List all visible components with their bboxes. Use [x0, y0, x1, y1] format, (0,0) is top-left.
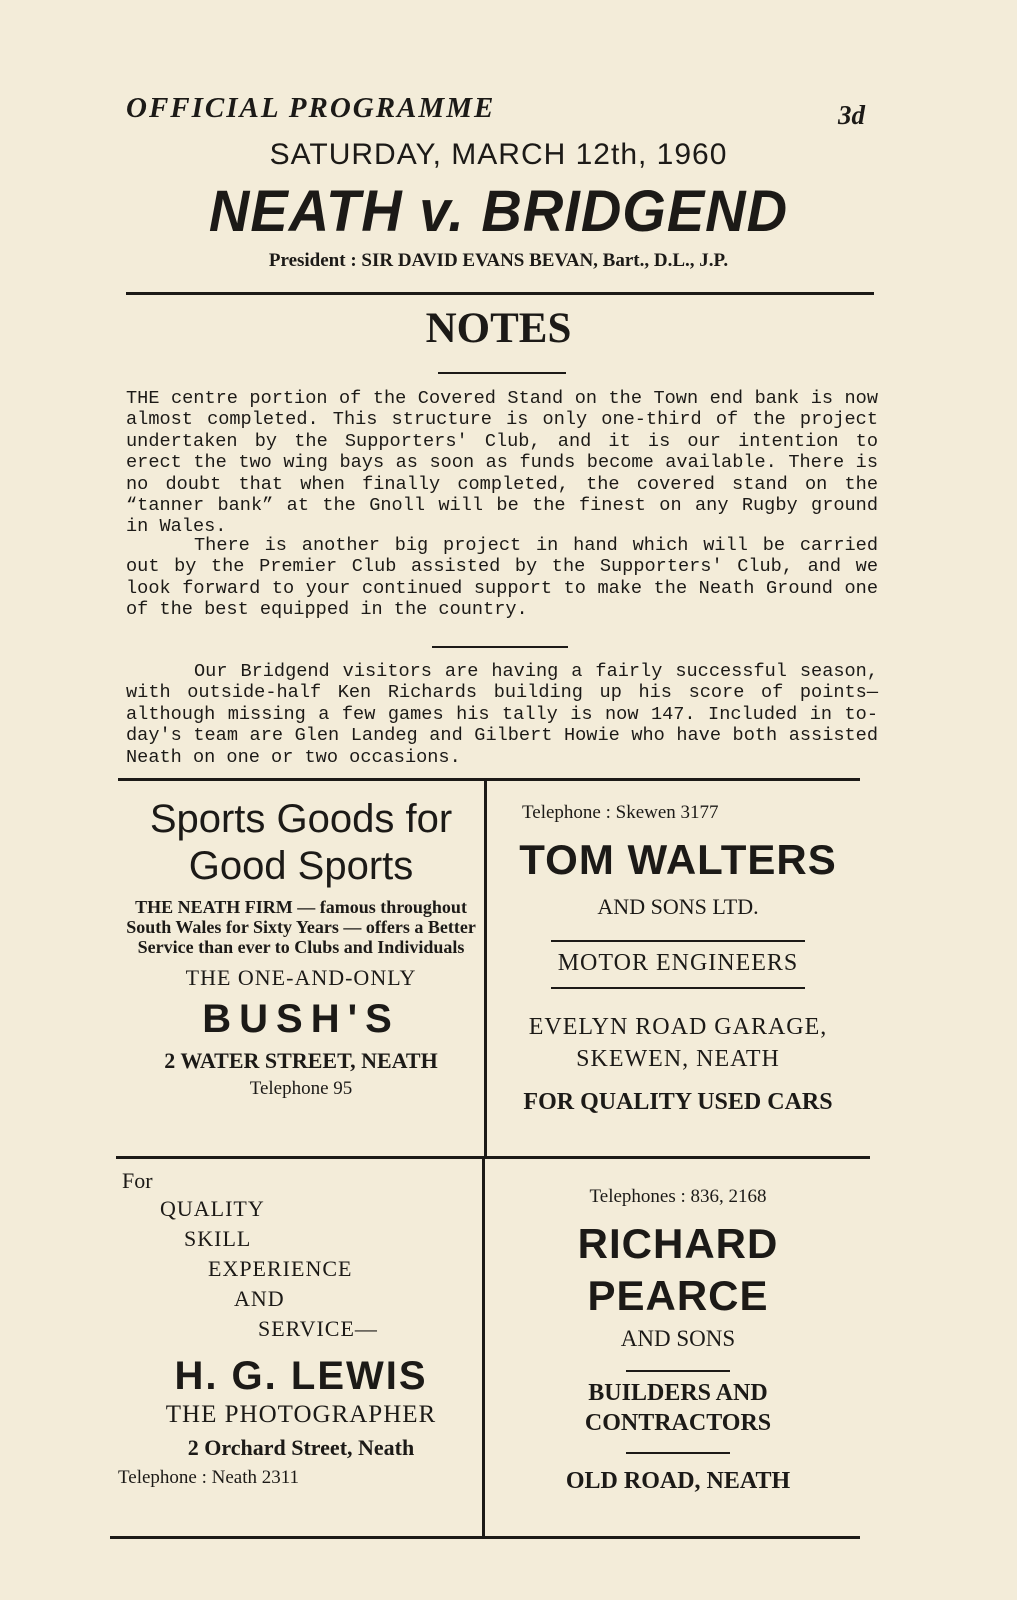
official-programme-heading: OFFICIAL PROGRAMME	[126, 92, 496, 124]
bushs-headline-2: Good Sports	[188, 844, 414, 888]
tom-walters-name: TOM WALTERS	[519, 836, 837, 883]
richard-pearce-rule-2	[626, 1452, 730, 1454]
richard-pearce-advert	[492, 1186, 864, 1495]
notes-heading-text: NOTES	[425, 305, 572, 352]
match-title	[0, 176, 1017, 244]
tom-walters-advert	[492, 802, 864, 1116]
richard-pearce-name-line-1: RICHARD	[577, 1220, 779, 1267]
tom-walters-tagline: FOR QUALITY USED CARS	[523, 1089, 833, 1115]
bushs-name: BUSH'S	[202, 997, 400, 1041]
richard-pearce-name	[492, 1218, 864, 1322]
hg-lewis-telephone: Telephone : Neath 2311	[118, 1467, 300, 1488]
tom-walters-address-line-2: SKEWEN, NEATH	[576, 1046, 780, 1072]
richard-pearce-address: OLD ROAD, NEATH	[565, 1468, 791, 1494]
richard-pearce-trade	[492, 1378, 864, 1438]
bushs-telephone: Telephone 95	[249, 1078, 353, 1099]
hg-lewis-subtitle: THE PHOTOGRAPHER	[165, 1401, 437, 1428]
notes-paragraph-1: THE centre portion of the Covered Stand on the Town end bank is now almost completed. This structure is only one-third of the project undertaken by the Supporters' Club, and it is our intention to erect the two wing bays as soon as funds become available. There is no doubt that when finally completed, the covered stand on the “tanner bank” at the Gnoll will be the finest on any Rugby ground in Wales.	[126, 388, 878, 538]
notes-paragraph-3: Our Bridgend visitors are having a fairly successful season, with outside-half Ken Richards building up his score of points—although missing a few games his tally is now 147. Included in to-day's team are Glen Landeg and Gilbert Howie who have both assisted Neath on one or two occasions.	[126, 661, 878, 768]
hg-lewis-address: 2 Orchard Street, Neath	[187, 1435, 415, 1460]
tom-walters-rule-1	[551, 940, 805, 942]
tom-walters-address	[492, 1011, 864, 1075]
hg-lewis-advert	[116, 1168, 486, 1489]
ads-bottom-rule	[110, 1536, 860, 1539]
notes-separator	[432, 646, 568, 648]
match-date-text: SATURDAY, MARCH 12th, 1960	[269, 138, 728, 171]
richard-pearce-telephone: Telephones : 836, 2168	[589, 1186, 767, 1207]
president-line	[0, 250, 1017, 272]
richard-pearce-trade-line-1: BUILDERS AND	[588, 1380, 768, 1406]
richard-pearce-sons: AND SONS	[620, 1326, 736, 1351]
bushs-one-and-only: THE ONE-AND-ONLY	[185, 965, 417, 990]
tom-walters-telephone: Telephone : Skewen 3177	[522, 802, 719, 823]
price-label: 3d	[838, 100, 865, 130]
tom-walters-rule-2	[551, 987, 805, 989]
header-divider	[126, 292, 874, 295]
richard-pearce-trade-line-2: CONTRACTORS	[584, 1410, 772, 1436]
hg-lewis-word: EXPERIENCE	[208, 1256, 353, 1281]
hg-lewis-for: For	[122, 1168, 153, 1193]
president-text: President : SIR DAVID EVANS BEVAN, Bart., D.L., J.P.	[268, 250, 729, 271]
bushs-address: 2 WATER STREET, NEATH	[164, 1048, 438, 1073]
bushs-description: THE NEATH FIRM — famous throughout South Wales for Sixty Years — offers a Better Service than ever to Clubs and Individuals	[126, 897, 476, 957]
richard-pearce-name-line-2: PEARCE	[587, 1272, 769, 1319]
hg-lewis-word: SKILL	[184, 1226, 252, 1251]
hg-lewis-word: QUALITY	[160, 1196, 265, 1221]
ads-middle-rule	[116, 1156, 870, 1159]
notes-heading	[0, 304, 1017, 353]
hg-lewis-word: SERVICE—	[258, 1316, 378, 1341]
tom-walters-sons: AND SONS LTD.	[597, 894, 759, 919]
notes-paragraph-2: There is another big project in hand which will be carried out by the Premier Club assisted by the Supporters' Club, and we look forward to your continued support to make the Neath Ground one of the best equipped in the country.	[126, 535, 878, 621]
match-title-text: NEATH v. BRIDGEND	[208, 177, 789, 244]
match-date	[0, 138, 1017, 172]
notes-underline	[438, 372, 566, 374]
bushs-advert	[116, 795, 486, 1100]
hg-lewis-name: H. G. LEWIS	[174, 1354, 428, 1398]
tom-walters-address-line-1: EVELYN ROAD GARAGE,	[528, 1014, 828, 1040]
ads-top-rule	[118, 778, 860, 781]
bushs-headline-1: Sports Goods for	[149, 797, 453, 841]
richard-pearce-rule-1	[626, 1370, 730, 1372]
tom-walters-trade: MOTOR ENGINEERS	[557, 950, 799, 976]
hg-lewis-word: AND	[234, 1286, 285, 1311]
